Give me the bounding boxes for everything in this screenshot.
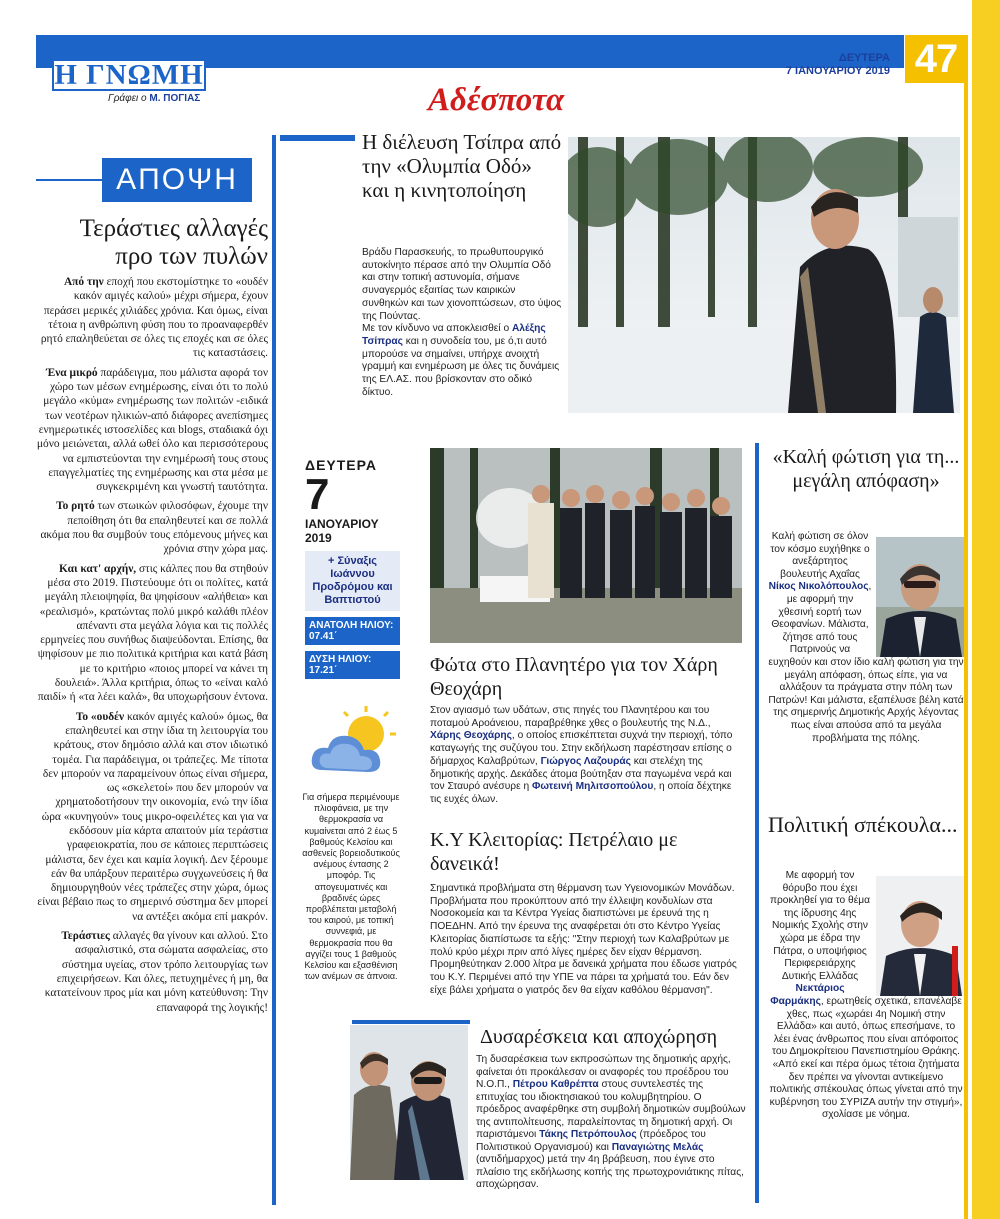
sunrise-time: ΑΝΑΤΟΛΗ ΗΛΙΟΥ: 07.41΄ [305, 617, 400, 645]
wrap-column [768, 870, 964, 1122]
header-day: ΔΕΥΤΕΡΑ [838, 52, 890, 64]
opinion-headline: Τεράστιες αλλαγές προ των πυλών [79, 215, 268, 270]
story-headline-nikolopoulos: «Καλή φώτιση για τη... μεγάλη απόφαση» [772, 446, 960, 492]
photo-spacer [872, 870, 964, 994]
text-run: , με αφορμή την χθεσινή εορτή των Θεοφανίων. Μάλιστα, ζήτησε από τους Πατρινούς να ευχηθούν και στον ίδιο καλή φώτιση για την μεγάλη απόφαση, όπως είπε, για να αλλάξουν τα πράγματα στην πόλη των Πατρών! Και μάλιστα, εξαπέλυσε βέλη κατά της σημερινής Δημοτικής Αρχής λέγοντας πως είναι απούσα από τα μεγάλα προβλήματα της πόλης. [768, 581, 964, 744]
datebox-number: 7 [305, 470, 330, 519]
page-right-border [964, 35, 968, 1219]
photo-epiphany-ceremony [430, 448, 742, 643]
story-body-dissatisfaction [476, 1054, 746, 1192]
paragraph-text: κακόν αμιγές καλού» όμως, θα επαληθευτεί και στην ίδια τη λειτουργία του κράτους, στον δημόσιο αλλά και στον ιδιωτικό τομέα. Για παράδειγμα, οι τράπεζες. Με τίποτα δεν μπορούν να παραμείνουν όπως είναι σήμερα, ως «σκελετοί» που δεν μπορούν να χρηματοδοτήσουν την οικονομία, ενώ την ίδια ώρα «κυνηγούν» τους μικρο-οφειλέτες και για να εκδόσουν μία κάρτα απαιτούν μία τεράστια γραφειοκρατία, που σε κάποιες περιπτώσεις μάλιστα, δεν έχει και καμία λογική. Δεν ξέρουμε εάν θα υπάρξουν περαιτέρω συγχωνεύσεις ή θα δημιουργηθούν νέες τράπεζες στην χώρα, όμως είναι βέβαιο πως το σημερινό σύστημα δεν μπορεί να αντέξει ακόμα επί μακρόν. [37, 710, 268, 923]
photo-tsipras-snow [568, 137, 960, 413]
sunset-time: ΔΥΣΗ ΗΛΙΟΥ: 17.21΄ [305, 651, 400, 679]
paragraph-lead: Από την [63, 276, 104, 288]
text-run: Με τον κίνδυνο να αποκλεισθεί ο [362, 323, 512, 335]
page-number: 47 [905, 35, 967, 83]
wrap-column [768, 531, 964, 745]
person-name: Φωτεινή Μηλιτσοπούλου [531, 781, 654, 793]
person-name: Χάρης Θεοχάρης [430, 730, 512, 742]
story-body-nikolopoulos [768, 531, 964, 745]
photo-spacer [872, 531, 964, 655]
paragraph-lead: Το ρητό [56, 500, 95, 513]
opinion-paragraph [36, 499, 268, 556]
text-run: και στελέχη της δημοτικής αρχής. Δεκάδες άτομα βούτηξαν στα παγωμένα νερά και τον Σταυρό ανέσυρε η [430, 755, 732, 793]
paragraph-lead: Ένα μικρό [46, 366, 98, 379]
byline [108, 93, 200, 104]
story-headline-farmakis: Πολιτική σπέκουλα... [768, 812, 958, 837]
text-run: Τη δυσαρέσκεια των εκπροσώπων της δημοτικής αρχής, φαίνεται ότι προκάλεσαν οι αναφορές του προέδρου του Ν.Ο.Π., [476, 1054, 731, 1090]
person-name: Νίκος Νικολόπουλος [768, 581, 869, 593]
paragraph-text: στις κάλπες που θα στηθούν μέσα στο 2019. Πιστεύουμε ότι οι πολίτες, κατά μεγάλη πλειοψηφία, θα ψηφίσουν «αλήθεια» και «ρεαλισμό», κρατώντας πολύ μικρό καλάθι πλέον απέναντι στα μεγάλα λόγια και τις πολλές ερμηνείες που συνήθως διαψεύδονται. Επίσης, θα ψηφίσουν με πιο πολιτικά κριτήρια και κατά βάση με το κριτήριο «ποιος μπορεί να κάνει τη δουλειά». Άλλα κριτήρια, όπως το «είναι καλό παιδί» ή «τα λέει καλά», θα υποχωρήσουν έντονα. [37, 562, 268, 704]
left-column-rule [272, 135, 276, 1205]
story-headline-theocharis: Φώτα στο Πλανητέρο για τον Χάρη Θεοχάρη [430, 654, 718, 700]
yellow-edge-strip [972, 0, 1000, 1219]
opinion-paragraph [36, 275, 268, 361]
column-logo: Η ΓΝΩΜΗ [52, 59, 206, 91]
story-body-tsipras [362, 247, 562, 399]
datebox-month: ΙΑΝΟΥΑΡΙΟΥ [305, 517, 379, 531]
opinion-paragraph [36, 929, 268, 1015]
section-title: Αδέσποτα [428, 82, 565, 118]
text-run: και η συνοδεία του, με ό,τι αυτό μπορούσε να σημαίνει, υπήρχε ανοιχτή γραμμή και ενημέρωση με όλες τις δυνάμεις της ΕΛ.ΑΣ. που βρίσκονταν στο οδικό δίκτυο. [362, 335, 560, 398]
paragraph-text: εποχή που εκστομίστηκε το «ουδέν κακόν αμιγές καλού» μέχρι σήμερα, έχουν περάσει μερικές χιλιάδες χρόνια. Και όμως, είναι τέτοια η ανθρώπινη φύση που το προαναφερθέν ρητό επαληθεύεται σε όλες τις εποχές και σε όλες τις καταστάσεις. [40, 276, 268, 360]
byline-author: Μ. ΠΟΓΙΑΣ [149, 93, 201, 104]
text-run: Καλή φώτιση σε όλον τον κόσμο ευχήθηκε ο ανεξάρτητος βουλευτής Αχαΐας [770, 531, 870, 580]
text-run: (πρόεδρος του Πολιτιστικού Οργανισμού) και [476, 1129, 706, 1153]
person-name: Νεκτάριος Φαρμάκης [770, 983, 845, 1007]
date-box [305, 457, 400, 679]
story-headline-tsipras: Η διέλευση Τσίπρα από την «Ολυμπία Οδό» και η κινητοποίηση [362, 130, 562, 202]
paragraph-text: των στωικών φιλοσόφων, έχουμε την πεποίθηση ότι θα επαληθευτεί και σε πολλά ακόμα που θα συμβούν τους επόμενους μήνες και χρόνια στην χώρα μας. [40, 500, 268, 556]
story-paragraph: Βράδυ Παρασκευής, το πρωθυπουργικό αυτοκίνητο πέρασε από την Ολυμπία Οδό και στην τοπική αστυνομία, σήμανε συναγερμός εξαιτίας των καιρικών συνθηκών και των χιονοπτώσεων, στο ύψος της Πούντας. [362, 247, 562, 322]
story-body-farmakis [768, 870, 964, 1122]
header-date [740, 52, 890, 78]
text-run: Με αφορμή τον θόρυβο που έχει προκληθεί για το θέμα της ίδρυσης 4ης Νομικής Σχολής στην χώρα με έδρα την Πάτρα, ο υποψήφιος Περιφερειάρχης Δυτικής Ελλάδας [769, 870, 871, 982]
story-body-theocharis [430, 705, 742, 807]
text-run: , η οποία δέχτηκε τις ευχές όλων. [430, 781, 732, 805]
story-headline-kleitoria: Κ.Υ Κλειτορίας: Πετρέλαιο με δανεικά! [430, 829, 678, 875]
tag-line [36, 179, 102, 181]
paragraph-text: αλλαγές θα γίνουν και αλλού. Στο ασφαλιστικό, στα σώματα ασφαλείας, στο σύστημα υγείας, στον τρόπο λειτουργίας των επιχειρήσεων. Και όλες, πετυχημένες ή μη, θα κατατείνουν προς μία και μόνη κατεύθυνση: Την επαναφορά της λογικής! [44, 930, 268, 1014]
paragraph-lead: Το «ουδέν [75, 710, 125, 723]
text-run: , ερωτηθείς σχετικά, επανέλαβε χθες, πως «χωράει 4η Νομική στην Ελλάδα» και αυτό, όπως επεσήμανε, το λέει ένας άνθρωπος που είναι απόφοιτος του Δημοκρίτειου Πανεπιστημίου Θράκης. «Από εκεί και πέρα όμως τέτοια ζητήματα δεν πρέπει να γίνονται αντικείμενο πολιτικής σπέκουλας όπως γίνεται από την κυβέρνηση του ΣΥΡΙΖΑ αυτήν την στιγμή», σχολίασε με νόημα. [769, 995, 963, 1121]
text-run: Στον αγιασμό των υδάτων, στις πηγές του Πλανητέρου και του ποταμού Αροάνειου, παραβρέθηκε χθες ο βουλευτής της Ν.Δ., [430, 705, 711, 729]
story-headline-dissatisfaction: Δυσαρέσκεια και αποχώρηση [480, 1026, 718, 1048]
person-name: Παναγιώτης Μελάς [611, 1141, 704, 1153]
sun-cloud-icon [308, 700, 400, 786]
text-run: , ο οποίος επισκέπτεται συχνά την περιοχή, τόπο καταγωγής της συζύγου του. Στην εκδήλωση παρέστησαν επίσης ο δήμαρχος Καλαβρύτων, [430, 730, 733, 767]
story-body-kleitoria: Σημαντικά προβλήματα στη θέρμανση των Υγειονομικών Μονάδων. Προβλήματα που προκύπτουν από την έλλειψη κονδυλίων στα Νοσοκομεία και τα Κέντρα Υγείας διαπιστώνει με έρευνά της η ΠΟΕΔΗΝ. Από την έρευνα της αναφέρεται ότι στο Κέντρο Υγείας Κλειτορίας διαπίστωσε τα εξής: "Στην περιοχή των Καλαβρύτων με πολύ κρύο μέχρι πριν από λίγες ημέρες δεν είχαν θέρμανση. Προμηθεύτηκαν 2.000 λίτρα με δανεικά χρήματα που έδωσε γιατρός του Κ.Υ. Περιμένει από την ΥΠΕ να πάρει τα χρήματά του. Εάν δεν είχε βάλει χρήματα ο γιατρός δεν θα είχαν καθόλου θέρμανση". [430, 883, 737, 996]
paragraph-text: παράδειγμα, που μάλιστα αφορά τον χώρο των μέσων ενημέρωσης, είναι ότι το πολύ μεγάλο «κύμα» ενημέρωσης των πολιτών -ειδικά των νεοτέρων ηλικιών-από διάφορες ανεπίσημες ενημερωτικές ιστοσελίδες και blogs, σταδιακά όχι μόνο μειώνεται, αλλά ωθεί όλο και περισσότερους να εμπιστεύονται την ενημέρωσή τους στους επαγγελματίες της ενημέρωσης και στα μέσα με συγκεκριμένη και γνωστή ταυτότητα. [36, 366, 268, 494]
weather-forecast: Για σήμερα περιμένουμε πλιοφάνεια, με την θερμοκρασία να κυμαίνεται από 2 έως 5 βαθμούς Κελσίου και ασθενείς βορειοδυτικούς ανέμους έντασης 2 μποφόρ. Τις απογευματινές και βραδινές ώρες προβλέπεται μεταβολή του καιρού, με τοπική συννεφιά, με θερμοκρασία που θα αγγίζει τους 1 βαθμούς Κελσίου και εξασθένιση των ανέμων σε άπνοια. [302, 792, 400, 982]
person-name: Γιώργος Λαζουράς [540, 755, 631, 767]
opinion-tag: ΑΠΟΨΗ [102, 158, 252, 202]
opinion-paragraph [36, 366, 268, 495]
datebox-day: ΔΕΥΤΕΡΑ [305, 457, 378, 473]
story-paragraph [362, 323, 562, 399]
paragraph-lead: Και κατ' αρχήν, [59, 562, 137, 575]
text-run: στους συντελεστές της επιτυχίας του ιδιοκτησιακού του κολυμβητηρίου. Ο πρόεδρος αναφέρθηκε στη συμβολή δημοτικών συμβούλων της αντιπολίτευσης, παραλείποντας τη δημοτική αρχή. Οι παριστάμενοι [476, 1079, 746, 1140]
photo-officials [350, 1025, 468, 1180]
opinion-paragraph [36, 710, 268, 924]
byline-prefix: Γράφει ο [108, 93, 147, 104]
story-accent-bar [280, 135, 355, 141]
story-accent-bar [352, 1020, 470, 1024]
opinion-body [36, 275, 268, 1020]
saint-of-the-day: + Σύναξις Ιωάννου Προδρόμου και Βαπτιστού [305, 551, 400, 611]
person-name: Πέτρου Καθρέπτα [512, 1079, 599, 1090]
header-full-date: 7 ΙΑΝΟΥΑΡΙΟΥ 2019 [785, 65, 890, 77]
datebox-year: 2019 [305, 531, 332, 545]
opinion-paragraph [36, 562, 268, 705]
person-name: Τάκης Πετρόπουλος [539, 1129, 637, 1140]
paragraph-lead: Τεράστιες [61, 930, 110, 943]
person-name: Αλέξης Τσίπρας [362, 323, 546, 347]
right-column-rule [755, 443, 759, 1203]
text-run: (αντιδήμαρχος) μετά την 4η βράβευση, που έγινε στο πλαίσιο της εκδήλωσης κοπής της πρωτοχρονιάτικης πίτας, αποχώρησαν. [476, 1154, 744, 1190]
